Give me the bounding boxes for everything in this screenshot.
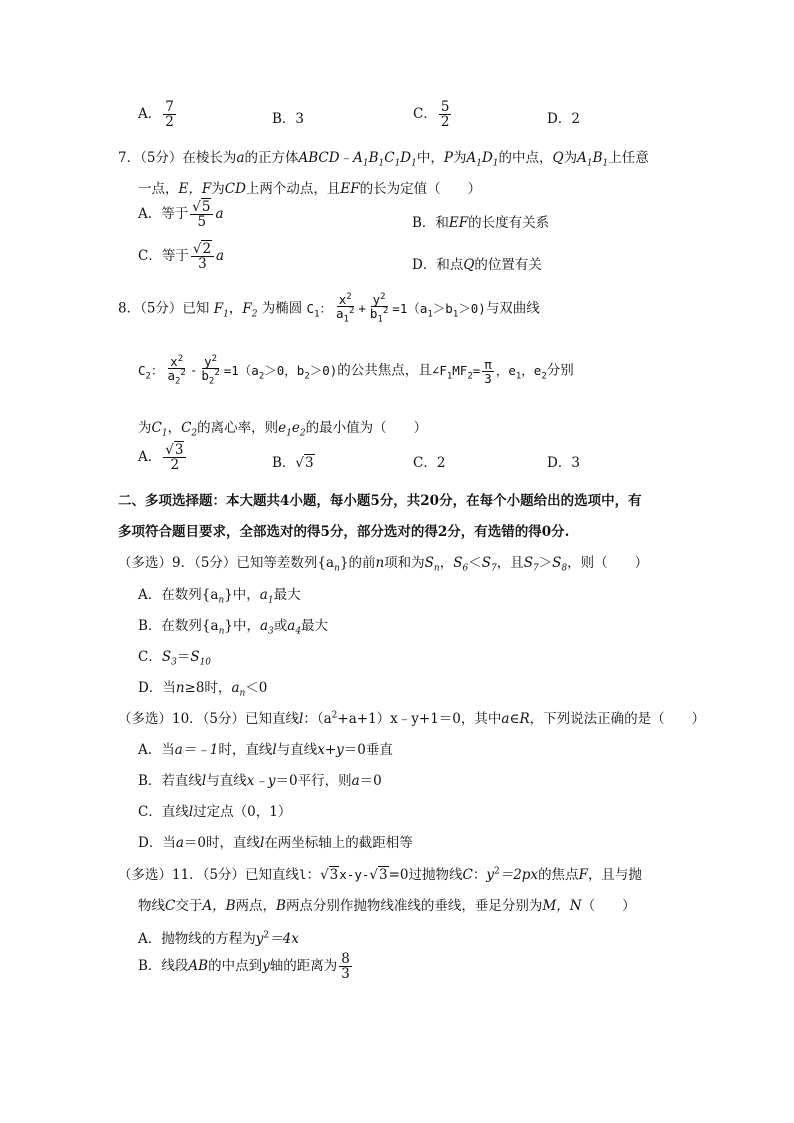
q8-stem-line3: 为$C_1$，$C_2$的离心率，则$e_1e_2$的最小值为（ ） xyxy=(138,420,428,439)
q8-option-b: B．√3 xyxy=(272,455,314,471)
section2-heading-line2: 多项符合题目要求，全部选对的得5分，部分选对的得2分，有选错的得0分. xyxy=(118,524,570,540)
q6-option-d: D．2 xyxy=(547,111,580,127)
q11-stem-line2: 物线C交于A，B两点，B两点分别作抛物线准线的垂线，垂足分别为M，N（ ） xyxy=(138,898,636,914)
q10-option-c: C．直线l过定点（0，1） xyxy=(138,804,292,820)
q9-stem: （多选）9．（5分）已知等差数列$\{a_n\}$的前n项和为$S_n$，$S_6<S_7$，且$S_7>S_8$，则（ ） xyxy=(118,555,649,574)
q7-option-c: C．等于 $\frac{√2}{3}$ a xyxy=(138,241,225,273)
q9-option-c: C．$S_3=S_{10}$ xyxy=(138,649,212,668)
q7-option-b: B．和EF的长度有关系 xyxy=(412,215,550,231)
q10-option-d: D．当a＝0时，直线l在两坐标轴上的截距相等 xyxy=(138,835,413,851)
q10-option-a: A．当a＝﹣1时，直线l与直线x+y＝0垂直 xyxy=(138,742,393,758)
q6-option-c: C． $\frac{5}{2}$ xyxy=(413,99,450,131)
q9-option-d: D．当n≥8时，$a_n<0$ xyxy=(138,680,268,699)
q10-stem: （多选）10．（5分）已知直线l：$(a^2+a+1)x﹣y+1=0$，其中a∈R，下列说法正确的是（ ） xyxy=(118,710,706,727)
q6-option-a: A． $\frac{7}{2}$ xyxy=(138,99,174,131)
q7-stem-line1: 7．（5分）在棱长为a的正方体$ABCD﹣A_1B_1C_1D_1$中，P为$A_1D_1$的中点，Q为$A_1B_1$上任意 xyxy=(118,150,649,169)
q9-option-b: B．在数列$\{a_n\}$中，$a_3$或$a_4$最大 xyxy=(138,618,329,637)
q7-stem-line2: 一点，E，F为CD上两个动点，且EF的长为定值（ ） xyxy=(138,181,482,197)
q8-option-c: C．2 xyxy=(413,455,446,471)
q9-option-a: A．在数列$\{a_n\}$中，$a_1$最大 xyxy=(138,587,301,606)
q6-option-b: B．3 xyxy=(272,111,305,127)
section2-heading-line1: 二、多项选择题：本大题共4小题，每小题5分，共20分，在每个小题给出的选项中，有 xyxy=(118,493,642,509)
q8-option-a: A． $\frac{√3}{2}$ xyxy=(138,443,188,472)
q11-option-a: A．抛物线的方程为$y^2=4x$ xyxy=(138,930,299,947)
q11-option-b: B．线段AB的中点到y轴的距离为 $\frac{8}{3}$ xyxy=(138,951,350,983)
q10-option-b: B．若直线l与直线x﹣y＝0平行，则a＝0 xyxy=(138,773,382,789)
q11-stem-line1: （多选）11．（5分）已知直线l：√3x-y-√3=0过抛物线C：$y^2=2px$的焦点F，且与抛 xyxy=(118,866,642,883)
q8-stem-line2: $C_2$： $\frac{x^2}{a_2^2}$ - $\frac{y^2}{b_2^2}$ $=1(a_2>0$，$b_2>0$)的公共焦点，且$\angle F_1MF_2=$ $\frac{\pi}{3}$ ，$e_1$，$e_2$分别 xyxy=(138,354,574,387)
q7-option-d: D．和点Q的位置有关 xyxy=(412,257,542,273)
q8-option-d: D．3 xyxy=(547,455,580,471)
q7-option-a: A．等于 $\frac{√5}{5}$ a xyxy=(138,199,224,231)
q8-stem-line1: 8．（5分）已知 $F_1$，$F_2$ 为椭圆 $C_1$： $\frac{x^2}{a_1^2}$ + $\frac{y^2}{b_1^2}$ $=1(a_1>b_1>0)$与双曲线 xyxy=(118,292,540,325)
